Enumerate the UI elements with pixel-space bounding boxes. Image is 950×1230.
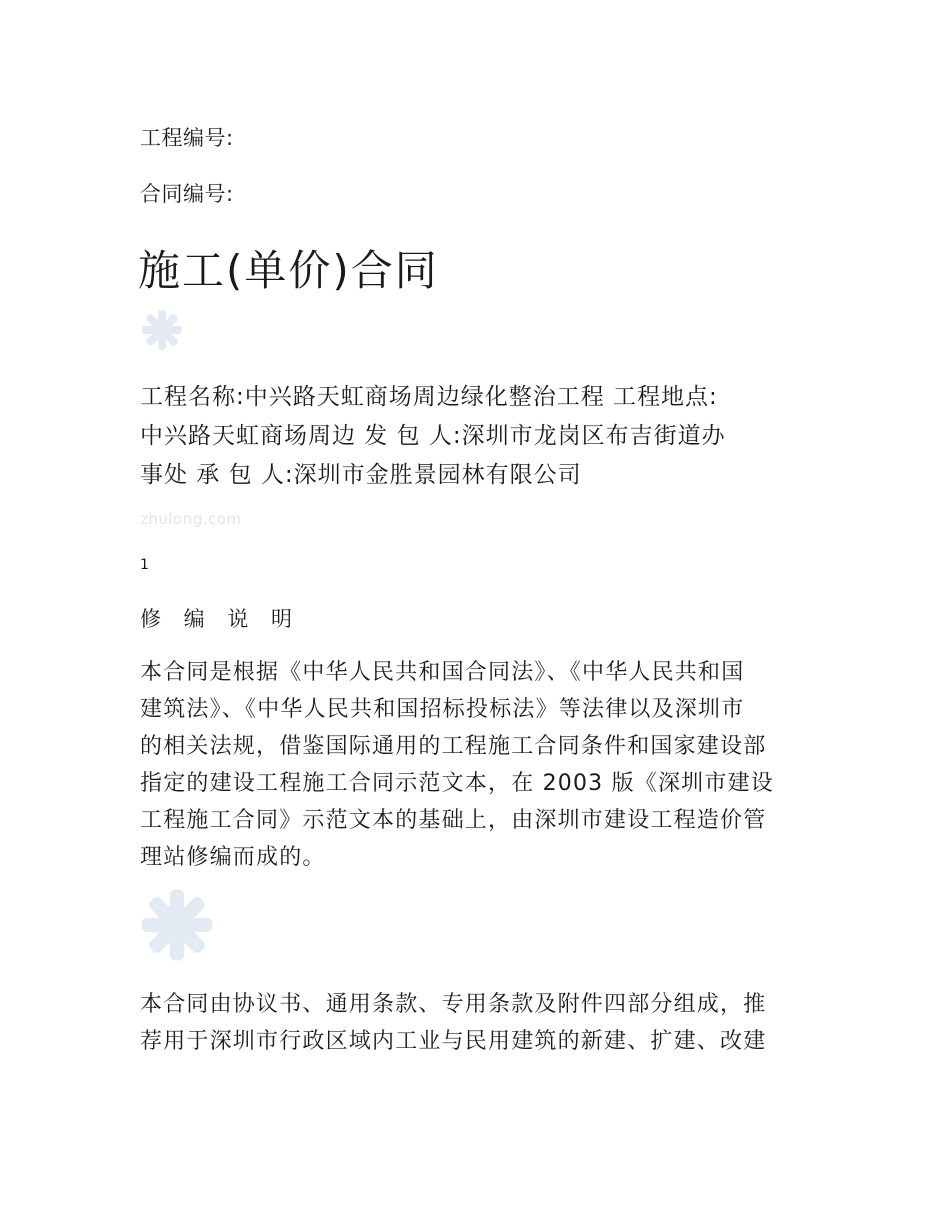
paragraph-line: 荐用于深圳市行政区域内工业与民用建筑的新建、扩建、改建 bbox=[140, 1029, 767, 1054]
project-number-label: 工程编号: bbox=[140, 126, 234, 150]
revision-paragraph-1 bbox=[140, 654, 810, 876]
watermark-logo-icon bbox=[140, 308, 184, 352]
project-info-line: 事处 承 包 人:深圳市金胜景园林有限公司 bbox=[140, 462, 582, 488]
paragraph-line: 建筑法》、《中华人民共和国招标投标法》等法律以及深圳市 bbox=[140, 697, 745, 722]
paragraph-line: 理站修编而成的。 bbox=[140, 845, 326, 870]
paragraph-line: 指定的建设工程施工合同示范文本，在 2003 版《深圳市建设 bbox=[140, 771, 774, 796]
watermark-logo-icon bbox=[138, 886, 216, 964]
paragraph-line: 本合同由协议书、通用条款、专用条款及附件四部分组成，推 bbox=[140, 992, 767, 1017]
contract-number-label: 合同编号: bbox=[140, 182, 234, 206]
revision-paragraph-2 bbox=[140, 986, 810, 1060]
project-info-line: 工程名称:中兴路天虹商场周边绿化整治工程 工程地点: bbox=[140, 384, 718, 410]
project-info-line: 中兴路天虹商场周边 发 包 人:深圳市龙岗区布吉街道办 bbox=[140, 423, 726, 449]
paragraph-line: 的相关法规，借鉴国际通用的工程施工合同条件和国家建设部 bbox=[140, 734, 767, 759]
revision-heading: 修 编 说 明 bbox=[140, 607, 301, 631]
watermark-text: zhulong.com bbox=[140, 510, 242, 528]
project-info-block bbox=[140, 378, 810, 495]
paragraph-line: 工程施工合同》示范文本的基础上，由深圳市建设工程造价管 bbox=[140, 808, 767, 833]
paragraph-line: 本合同是根据《中华人民共和国合同法》、《中华人民共和国 bbox=[140, 660, 745, 685]
page-number: 1 bbox=[140, 557, 149, 573]
contract-title: 施工(单价)合同 bbox=[138, 246, 439, 295]
